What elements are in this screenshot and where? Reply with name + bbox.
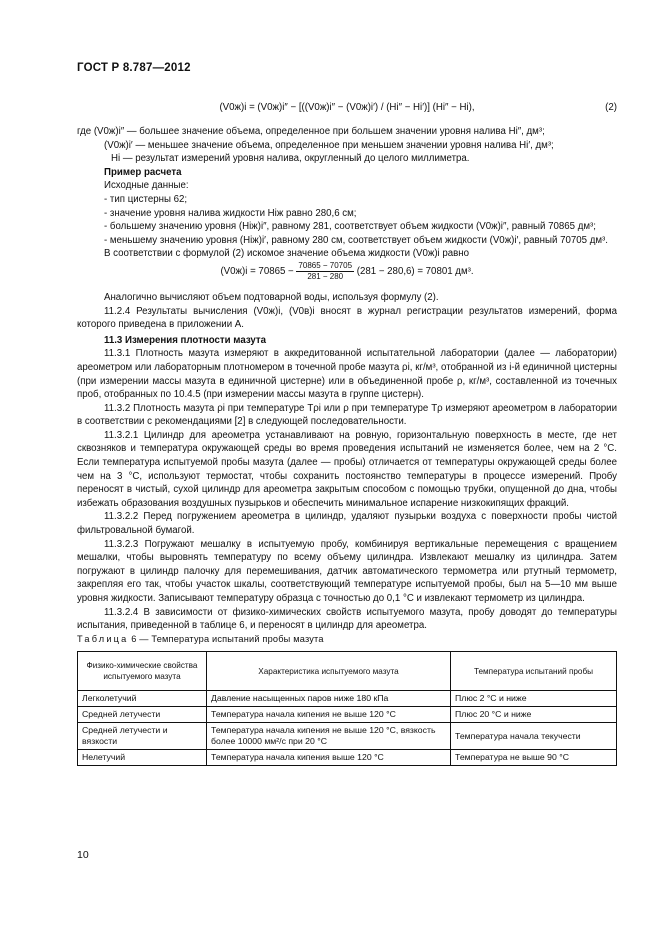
table-row — [78, 750, 617, 766]
paragraph-11-3-2: 11.3.2 Плотность мазута ρi при температуре Tρi или ρ при температуре Tρ измеряют ареометром в лаборатории в соответствии с рекомендациями [2] в следующей последовательности. — [77, 402, 617, 428]
table-cell: Легколетучий — [78, 691, 207, 707]
table-row — [78, 723, 617, 750]
example-item: - меньшему значению уровня (Hiж)i′, равному 280 см, соответствует объем жидкости (V0ж)i′, равный 70705 дм³. — [104, 234, 608, 246]
table-cell: Температура начала текучести — [451, 723, 617, 750]
paragraph-11-3-2-4: 11.3.2.4 В зависимости от физико-химических свойств испытуемого мазута, пробу доводят до температуры испытания, приведенной в таблице 6, и переносят в цилиндр для ареометра. — [77, 606, 617, 632]
calc-fraction — [296, 261, 354, 282]
table-cell: Температура начала кипения не выше 120 °С — [207, 707, 451, 723]
example-conclusion: В соответствии с формулой (2) искомое значение объема жидкости (V0ж)i равно — [104, 248, 470, 260]
document-body — [77, 93, 617, 766]
formula-2-expression: (V0ж)i = (V0ж)i″ − [((V0ж)i″ − (V0ж)i′) / (Hi″ − Hi′)] (Hi″ − Hi), — [219, 102, 475, 113]
formula-2-number: (2) — [605, 102, 617, 113]
paragraph-11-3-2-1: 11.3.2.1 Цилиндр для ареометра устанавливают на ровную, горизонтальную поверхность в месте, где нет сквозняков и температура окружающей среды во время проведения испытаний не изменяется более, чем на 2 °С. Если температура испытуемой пробы мазута (далее — пробы) отличается от температуры окружающей среды более чем на 3 °С, используют термостат, чтобы сохранить постоянство температуры в процессе измерений. Пробу переносят в чистый, сухой цилиндр для ареометра закрытым способом с помощью трубки, опущенной до дна, чтобы избежать образования воздушных пузырьков и обеспечить минимальное испарение низкокипящих фракций. — [77, 429, 617, 509]
table-cell: Температура не выше 90 °С — [451, 750, 617, 766]
example-item: - значение уровня налива жидкости Hiж равно 280,6 см; — [104, 207, 357, 219]
definition-3: Hi — результат измерений уровня налива, округленный до целого миллиметра. — [111, 153, 470, 165]
example-title: Пример расчета — [104, 166, 182, 178]
section-heading-11-3: 11.3 Измерения плотности мазута — [104, 334, 267, 346]
table-row — [78, 707, 617, 723]
table-header-row — [78, 652, 617, 691]
page-number: 10 — [77, 849, 89, 861]
table-cell: Плюс 20 °С и ниже — [451, 707, 617, 723]
table-6 — [77, 651, 617, 766]
table-6-caption-word: Таблица — [77, 633, 129, 644]
calc-numerator: 70865 − 70705 — [298, 260, 353, 270]
table-cell: Средней летучести — [78, 707, 207, 723]
table-header-cell: Физико-химические свойства испытуемого мазута — [78, 652, 207, 691]
table-cell: Нелетучий — [78, 750, 207, 766]
paragraph-11-3-2-3: 11.3.2.3 Погружают мешалку в испытуемую пробу, комбинируя вертикальные перемещения с вращением мешалки, чтобы выровнять температуру по всему объему цилиндра. Извлекают мешалку из цилиндра. Затем погружают в цилиндр палочку для перемешивания, датчик автоматического термометра или ртутный термометр, закрепляя его так, чтобы участок шкалы, соответствующий температуре испытуемой пробы, был на 5—10 мм выше уровня жидкости. Записывают температуру образца с точностью до 0,1 °С и извлекают термометр из цилиндра. — [77, 538, 617, 604]
paragraph-11-3-1: 11.3.1 Плотность мазута измеряют в аккредитованной испытательной лаборатории (далее — лаборатории) ареометром или лабораторным плотномером в точечной пробе мазута ρi, кг/м³, отобранной из i-й единичной цистерны (при измерении массы мазута в единичной цистерне) или в объединенной пробе ρ, кг/м³, составленной из точечных проб, отобранных по 10.4.5 (при измерении массы мазута в группе цистерн). — [77, 348, 617, 401]
table-6-caption — [77, 633, 617, 647]
example-item: - тип цистерны 62; — [104, 193, 188, 205]
paragraph-analog: Аналогично вычисляют объем подтоварной воды, используя формулу (2). — [104, 291, 439, 303]
example-item: - большему значению уровня (Hiж)i″, равному 281, соответствует объем жидкости (V0ж)i″, равный 70865 дм³; — [104, 221, 596, 233]
calc-denominator: 281 − 280 — [307, 271, 344, 281]
calc-right: (281 − 280,6) = 70801 дм³. — [356, 266, 474, 277]
definition-2: (V0ж)i′ — меньшее значение объема, определенное при меньшем значении уровня налива Hi′, дм³; — [104, 139, 554, 151]
table-cell: Средней летучести и вязкости — [78, 723, 207, 750]
formula-2 — [77, 93, 617, 125]
paragraph-11-3-2-2: 11.3.2.2 Перед погружением ареометра в цилиндр, удаляют пузырьки воздуха с поверхности пробы чистой фильтровальной бумагой. — [77, 511, 617, 537]
example-calculation — [77, 261, 617, 291]
table-cell: Плюс 2 °С и ниже — [451, 691, 617, 707]
table-header-cell: Характеристика испытуемого мазута — [207, 652, 451, 691]
table-cell: Температура начала кипения не выше 120 °С, вязкость более 10000 мм²/с при 20 °С — [207, 723, 451, 750]
table-cell: Давление насыщенных паров ниже 180 кПа — [207, 691, 451, 707]
example-initial: Исходные данные: — [104, 180, 189, 192]
table-header-cell: Температура испытаний пробы — [451, 652, 617, 691]
paragraph-11-2-4: 11.2.4 Результаты вычисления (V0ж)i, (V0в)i вносят в журнал регистрации результатов измерений, форма которого приведена в приложении А. — [77, 305, 617, 331]
table-6-caption-text: 6 — Температура испытаний пробы мазута — [131, 633, 324, 644]
definition-1: где (V0ж)i″ — большее значение объема, определенное при большем значении уровня налива Hi″, дм³; — [77, 126, 545, 137]
document-header: ГОСТ Р 8.787—2012 — [77, 62, 191, 74]
table-row — [78, 691, 617, 707]
calc-left: (V0ж)i = 70865 − — [220, 266, 294, 277]
table-cell: Температура начала кипения выше 120 °С — [207, 750, 451, 766]
